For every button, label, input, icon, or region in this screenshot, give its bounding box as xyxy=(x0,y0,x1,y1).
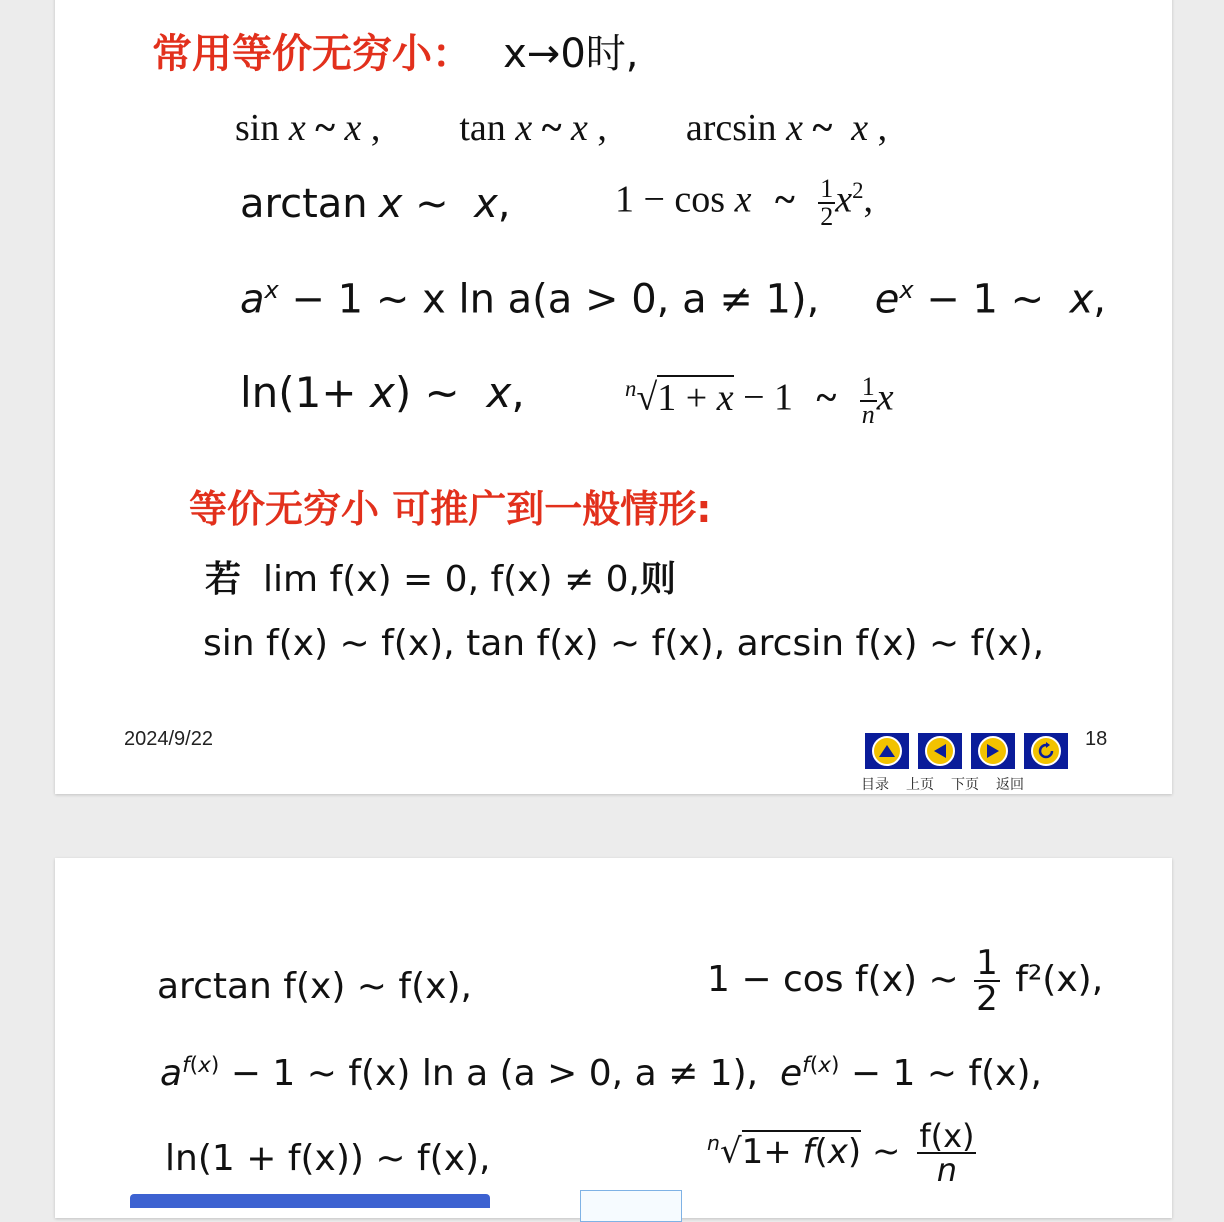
if-word: 若 xyxy=(205,559,242,600)
subtitle xyxy=(189,478,711,533)
s2-cut-box xyxy=(580,1190,682,1222)
title-condition: x→0时, xyxy=(503,31,639,77)
s2-line-2a: $a^{f(x)} - 1$ ~ f(x) ln a (a > 0, a ≠ 1), xyxy=(160,1053,759,1094)
left-triangle-icon xyxy=(925,736,955,766)
formula-row-4b: $^n$√1 + x − 1 ~ $\frac{1}{n}$ x xyxy=(625,372,894,429)
s2-line-3a: ln(1 + f(x)) ~ f(x), xyxy=(165,1138,491,1179)
nav-label-prev[interactable]: 上页 xyxy=(906,777,934,793)
up-triangle-icon xyxy=(872,736,902,766)
nav-next-button[interactable] xyxy=(971,733,1015,769)
formula-row-1: sin x ~ x , tan x ~ x , arcsin x ~ x , xyxy=(235,107,888,149)
cond-expr: lim f(x) = 0, f(x) ≠ 0, xyxy=(263,559,640,600)
s2-exp-e: − 1 ~ f(x), xyxy=(850,1053,1042,1094)
nav-label-toc[interactable]: 目录 xyxy=(861,777,889,793)
subtitle-text: 等价无穷小 可推广到一般情形: xyxy=(189,487,712,531)
nav-label-return[interactable]: 返回 xyxy=(996,777,1024,793)
arcsin-fn: arcsin xyxy=(685,107,777,149)
s2-cut-title xyxy=(130,1194,490,1208)
then-word: 则 xyxy=(639,559,676,600)
s2-f-squared: f²(x), xyxy=(1015,959,1104,1000)
arctan-fn: arctan xyxy=(240,181,368,227)
slide-19 xyxy=(55,858,1172,1218)
one-minus-cos: 1 − cos xyxy=(615,178,726,221)
s2-line-1a: arctan f(x) ~ f(x), xyxy=(157,966,472,1007)
ln-fn: ln xyxy=(240,368,279,417)
condition-a: (a > 0, a ≠ 1), xyxy=(532,276,820,323)
s2-exp-a: − 1 ~ f(x) ln a (a > 0, a ≠ 1), xyxy=(230,1053,759,1094)
general-line: sin f(x) ~ f(x), tan f(x) ~ f(x), arcsin f(x) ~ f(x), xyxy=(203,623,1045,664)
s2-line-2b: $e^{f(x)} - 1$ ~ f(x), xyxy=(780,1053,1042,1094)
s2-frac-num: f(x) xyxy=(919,1117,975,1155)
formula-row-4: ln(1+ x) ~ x, xyxy=(240,368,525,417)
nav-return-button[interactable] xyxy=(1024,733,1068,769)
sin-fn: sin xyxy=(235,107,280,149)
slide-18 xyxy=(55,0,1172,794)
s2-frac-den: n xyxy=(917,1152,976,1186)
nav-toc-button[interactable] xyxy=(865,733,909,769)
slide-title xyxy=(152,22,638,79)
nav-prev-button[interactable] xyxy=(918,733,962,769)
s2-line-3b: $^n$√1+ f(x) ~ $\frac{f(x)}{n}$ xyxy=(707,1117,975,1189)
formula-row-2b: 1 − cos x ~ $\frac{1}{2}$ $x^2$, xyxy=(615,174,874,231)
right-triangle-icon xyxy=(978,736,1008,766)
condition-line xyxy=(205,551,676,602)
s2-tilde: ~ xyxy=(872,1131,901,1172)
title-text: 常用等价无穷小： xyxy=(152,31,472,77)
s2-line-1b: 1 − cos f(x) ~ $\frac{1}{2}$ f²(x), xyxy=(707,943,1104,1019)
formula-row-2: arctan x ~ x, xyxy=(240,181,511,227)
return-icon xyxy=(1031,736,1061,766)
s2-one-minus-cos: 1 − cos f(x) ~ xyxy=(707,959,959,1000)
formula-row-3: $a^x - 1$ ~ x ln a(a > 0, a ≠ 1), $e^x - 1$ ~ x, xyxy=(240,276,1107,323)
tan-fn: tan xyxy=(459,107,506,149)
nav-label-next[interactable]: 下页 xyxy=(951,777,979,793)
page-number: 18 xyxy=(1085,728,1108,750)
xlna: x ln a xyxy=(422,276,533,323)
slide-date: 2024/9/22 xyxy=(124,728,213,750)
